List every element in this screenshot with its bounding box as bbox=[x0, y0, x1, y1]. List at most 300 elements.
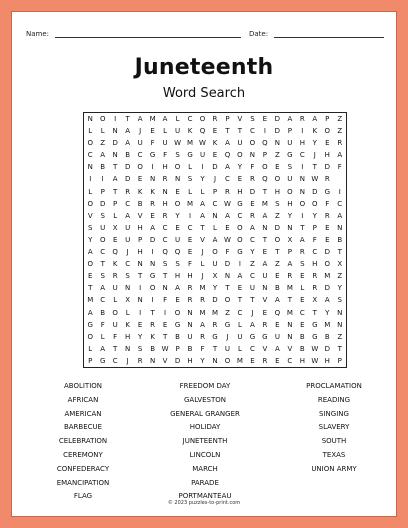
grid-letter: S bbox=[300, 260, 305, 269]
grid-letter: P bbox=[325, 115, 330, 123]
grid-letter: E bbox=[300, 320, 305, 329]
grid-letter: L bbox=[175, 115, 180, 123]
grid-letter: R bbox=[125, 187, 131, 196]
grid-letter: J bbox=[251, 308, 254, 317]
grid-letter: R bbox=[287, 272, 293, 281]
grid-letter: T bbox=[162, 272, 168, 281]
word-list-item: LINCOLN bbox=[189, 451, 221, 459]
grid-letter: C bbox=[87, 151, 93, 160]
grid-letter: B bbox=[175, 332, 180, 341]
grid-letter: E bbox=[250, 199, 255, 208]
grid-letter: H bbox=[312, 260, 318, 269]
grid-letter: R bbox=[299, 115, 305, 123]
grid-letter: U bbox=[274, 332, 280, 341]
grid-letter: I bbox=[338, 187, 341, 196]
grid-letter: O bbox=[87, 260, 93, 269]
grid-letter: U bbox=[237, 332, 243, 341]
grid-letter: A bbox=[125, 139, 131, 148]
grid-letter: Z bbox=[225, 308, 230, 317]
grid-letter: T bbox=[88, 284, 93, 293]
grid-letter: E bbox=[237, 175, 243, 184]
word-list-item: SOUTH bbox=[321, 437, 347, 446]
grid-letter: C bbox=[249, 272, 255, 281]
grid-letter: A bbox=[100, 151, 106, 160]
grid-letter: L bbox=[188, 187, 192, 196]
grid-letter: K bbox=[150, 332, 155, 341]
grid-letter: V bbox=[262, 296, 268, 305]
grid-letter: G bbox=[99, 356, 106, 365]
grid-letter: L bbox=[113, 211, 118, 220]
grid-letter: Y bbox=[212, 284, 218, 293]
grid-letter: K bbox=[212, 139, 218, 148]
grid-letter: Y bbox=[250, 248, 255, 257]
grid-letter: T bbox=[137, 272, 143, 281]
grid-letter: C bbox=[162, 223, 168, 232]
grid-letter: A bbox=[299, 235, 305, 244]
grid-letter: Z bbox=[100, 139, 106, 148]
grid-letter: T bbox=[113, 344, 118, 353]
grid-letter: O bbox=[324, 260, 331, 269]
grid-letter: C bbox=[125, 199, 131, 208]
grid-letter: D bbox=[324, 344, 330, 353]
grid-letter: B bbox=[137, 199, 143, 208]
grid-letter: D bbox=[124, 163, 131, 172]
grid-letter: Y bbox=[200, 175, 205, 184]
grid-letter: G bbox=[212, 332, 218, 341]
grid-letter: S bbox=[187, 175, 193, 184]
grid-letter: D bbox=[324, 163, 330, 172]
grid-letter: R bbox=[324, 211, 330, 220]
grid-letter: V bbox=[237, 115, 243, 123]
grid-letter: M bbox=[324, 320, 331, 329]
grid-letter: F bbox=[200, 344, 205, 353]
grid-letter: T bbox=[100, 260, 105, 269]
grid-letter: T bbox=[262, 235, 268, 244]
grid-letter: G bbox=[149, 151, 156, 160]
grid-letter: R bbox=[187, 296, 193, 305]
grid-letter: Z bbox=[337, 115, 343, 123]
grid-letter: I bbox=[139, 308, 142, 317]
grid-letter: C bbox=[187, 115, 193, 123]
grid-letter: Q bbox=[199, 127, 206, 136]
grid-letter: Z bbox=[274, 211, 280, 220]
grid-letter: D bbox=[324, 248, 330, 257]
grid-letter: E bbox=[137, 320, 143, 329]
grid-letter: A bbox=[324, 296, 330, 305]
grid-letter: D bbox=[174, 356, 181, 365]
grid-letter: P bbox=[287, 248, 292, 257]
grid-letter: E bbox=[250, 356, 255, 365]
grid-letter: O bbox=[174, 199, 181, 208]
grid-letter: R bbox=[312, 284, 318, 293]
grid-letter: O bbox=[237, 223, 243, 232]
grid-letter: I bbox=[164, 308, 167, 317]
grid-letter: U bbox=[287, 139, 293, 148]
grid-letter: Y bbox=[337, 284, 342, 293]
date-label: Date: bbox=[249, 30, 269, 38]
grid-letter: E bbox=[175, 223, 180, 232]
grid-letter: G bbox=[87, 320, 93, 329]
grid-letter: C bbox=[137, 151, 143, 160]
grid-letter: N bbox=[249, 151, 256, 160]
grid-letter: G bbox=[312, 332, 318, 341]
grid-letter: C bbox=[212, 199, 218, 208]
grid-letter: T bbox=[237, 127, 243, 136]
grid-letter: N bbox=[112, 127, 118, 136]
grid-letter: H bbox=[187, 356, 193, 365]
word-list-item: JUNETEENTH bbox=[182, 437, 228, 446]
grid-letter: A bbox=[200, 199, 205, 208]
grid-letter: Z bbox=[274, 260, 280, 269]
grid-letter: M bbox=[199, 284, 206, 293]
grid-letter: Y bbox=[325, 308, 330, 317]
grid-letter: R bbox=[262, 320, 268, 329]
grid-letter: R bbox=[299, 248, 305, 257]
grid-letter: A bbox=[100, 284, 106, 293]
grid-letter: T bbox=[275, 248, 280, 257]
grid-letter: U bbox=[187, 332, 193, 341]
grid-letter: O bbox=[324, 127, 331, 136]
grid-letter: C bbox=[100, 248, 106, 257]
grid-letter: J bbox=[226, 332, 229, 341]
grid-letter: R bbox=[312, 272, 318, 281]
grid-letter: S bbox=[337, 296, 342, 305]
grid-letter: A bbox=[125, 127, 131, 136]
grid-letter: Y bbox=[237, 163, 243, 172]
grid-letter: N bbox=[299, 175, 305, 184]
grid-letter: T bbox=[200, 223, 205, 232]
grid-letter: I bbox=[301, 127, 304, 136]
grid-letter: O bbox=[262, 163, 268, 172]
name-line bbox=[26, 30, 241, 38]
grid-letter: G bbox=[187, 151, 193, 160]
grid-letter: E bbox=[225, 223, 230, 232]
grid-letter: M bbox=[286, 284, 293, 293]
grid-letter: C bbox=[187, 223, 193, 232]
grid-letter: Y bbox=[200, 356, 205, 365]
grid-letter: A bbox=[225, 163, 230, 172]
word-list-item: CELEBRATION bbox=[58, 437, 108, 446]
grid-letter: A bbox=[262, 211, 268, 220]
word-list-item: CONFEDERACY bbox=[56, 464, 110, 473]
grid-letter: T bbox=[125, 115, 130, 123]
grid-letter: B bbox=[299, 344, 305, 353]
word-list-item: PORTMANTEAU bbox=[178, 492, 232, 501]
grid-letter: D bbox=[274, 223, 281, 232]
word-list-item: MARCH bbox=[192, 464, 218, 473]
grid-letter: Y bbox=[137, 332, 143, 341]
grid-letter: P bbox=[337, 356, 342, 365]
grid-letter: E bbox=[237, 284, 243, 293]
grid-letter: N bbox=[299, 187, 305, 196]
grid-letter: O bbox=[299, 199, 306, 208]
grid-letter: P bbox=[88, 356, 93, 365]
grid-letter: W bbox=[224, 199, 231, 208]
grid-letter: C bbox=[249, 127, 255, 136]
grid-letter: A bbox=[100, 344, 106, 353]
grid-letter: N bbox=[287, 320, 293, 329]
grid-letter: X bbox=[212, 272, 218, 281]
grid-letter: I bbox=[151, 296, 154, 305]
grid-letter: S bbox=[88, 223, 93, 232]
grid-letter: E bbox=[150, 211, 155, 220]
word-list-item: PROCLAMATION bbox=[306, 382, 362, 390]
grid-letter: H bbox=[299, 139, 305, 148]
grid-letter: C bbox=[237, 211, 243, 220]
grid-letter: F bbox=[150, 139, 155, 148]
grid-letter: U bbox=[112, 320, 118, 329]
word-list-item: FREEDOM DAY bbox=[179, 382, 231, 390]
grid-letter: P bbox=[262, 151, 267, 160]
grid-letter: H bbox=[137, 223, 143, 232]
grid-letter: E bbox=[275, 163, 280, 172]
grid-letter: A bbox=[87, 308, 93, 317]
grid-letter: A bbox=[112, 175, 118, 184]
grid-letter: G bbox=[324, 187, 330, 196]
grid-letter: U bbox=[249, 284, 255, 293]
grid-letter: C bbox=[337, 199, 343, 208]
grid-letter: R bbox=[262, 356, 268, 365]
grid-letter: A bbox=[175, 284, 180, 293]
grid-letter: D bbox=[249, 187, 256, 196]
grid-letter: U bbox=[162, 139, 168, 148]
word-list-item: UNION ARMY bbox=[311, 464, 357, 473]
word-list-item: AFRICAN bbox=[67, 395, 99, 404]
grid-letter: H bbox=[187, 272, 193, 281]
grid-letter: X bbox=[112, 223, 118, 232]
grid-letter: A bbox=[200, 320, 205, 329]
grid-letter: V bbox=[137, 211, 143, 220]
grid-letter bbox=[334, 173, 346, 185]
grid-letter: N bbox=[224, 272, 231, 281]
grid-letter: E bbox=[175, 187, 180, 196]
grid-letter: E bbox=[275, 272, 280, 281]
grid-letter: S bbox=[137, 344, 143, 353]
grid-letter: M bbox=[324, 272, 331, 281]
grid-letter: L bbox=[113, 296, 118, 305]
grid-letter: W bbox=[311, 356, 319, 365]
grid-letter: H bbox=[287, 199, 293, 208]
grid-letter: R bbox=[112, 272, 118, 281]
grid-letter: S bbox=[175, 260, 180, 269]
grid-letter: L bbox=[237, 344, 242, 353]
grid-letter: A bbox=[212, 235, 218, 244]
word-list-item: EMANCIPATION bbox=[56, 478, 110, 487]
grid-letter: K bbox=[312, 127, 318, 136]
grid-letter: E bbox=[300, 296, 305, 305]
grid-letter: N bbox=[187, 308, 193, 317]
grid-letter: J bbox=[201, 272, 204, 281]
grid-letter: N bbox=[137, 296, 143, 305]
grid-letter: I bbox=[114, 115, 117, 123]
grid-letter: O bbox=[212, 248, 218, 257]
grid-letter: R bbox=[162, 175, 168, 184]
grid-letter: F bbox=[312, 235, 317, 244]
grid-letter: E bbox=[175, 296, 180, 305]
grid-letter: R bbox=[337, 139, 343, 148]
grid-letter: B bbox=[324, 332, 330, 341]
grid-letter: D bbox=[274, 115, 281, 123]
grid-letter: C bbox=[249, 344, 255, 353]
grid-letter: N bbox=[87, 115, 93, 123]
grid-letter: T bbox=[212, 344, 218, 353]
grid-letter: F bbox=[250, 163, 255, 172]
grid-letter: A bbox=[337, 151, 343, 160]
grid-letter: A bbox=[137, 115, 143, 123]
grid-letter: R bbox=[225, 187, 230, 196]
grid-letter: V bbox=[287, 344, 293, 353]
grid-letter: U bbox=[224, 344, 231, 353]
grid-letter: E bbox=[137, 175, 143, 184]
grid-letter: U bbox=[212, 260, 218, 269]
grid-letter: N bbox=[262, 284, 268, 293]
grid-letter: G bbox=[262, 332, 268, 341]
grid-letter: L bbox=[125, 308, 130, 317]
grid-letter: I bbox=[201, 163, 204, 172]
grid-letter: N bbox=[125, 344, 131, 353]
grid-letter: D bbox=[324, 284, 330, 293]
grid-letter: B bbox=[187, 344, 193, 353]
grid-letter: B bbox=[299, 332, 305, 341]
grid-letter: J bbox=[313, 151, 316, 160]
grid-letter: U bbox=[112, 284, 118, 293]
grid-letter: O bbox=[99, 235, 106, 244]
grid-letter: C bbox=[312, 248, 318, 257]
grid-letter: I bbox=[139, 284, 142, 293]
grid-letter: U bbox=[125, 223, 131, 232]
grid-letter: Q bbox=[262, 139, 268, 148]
grid-letter: K bbox=[187, 127, 193, 136]
grid-letter: T bbox=[150, 308, 155, 317]
grid-letter: W bbox=[311, 344, 319, 353]
word-list-item: AMERICAN bbox=[64, 409, 102, 418]
grid-letter: D bbox=[274, 127, 281, 136]
grid-letter: I bbox=[151, 163, 154, 172]
grid-letter: T bbox=[312, 163, 317, 172]
grid-letter: W bbox=[161, 344, 169, 353]
grid-letter: N bbox=[149, 175, 156, 184]
grid-letter: M bbox=[149, 115, 156, 123]
grid-letter: E bbox=[212, 127, 218, 136]
grid-letter: E bbox=[262, 308, 268, 317]
grid-letter: N bbox=[174, 175, 181, 184]
grid-letter: A bbox=[287, 115, 293, 123]
grid-letter: N bbox=[337, 320, 343, 329]
grid-letter: X bbox=[337, 260, 343, 269]
grid-letter: F bbox=[113, 332, 118, 341]
grid-letter: N bbox=[212, 356, 218, 365]
grid-letter: O bbox=[249, 139, 256, 148]
grid-letter: O bbox=[112, 308, 118, 317]
grid-letter: R bbox=[150, 320, 156, 329]
grid-letter: B bbox=[274, 284, 280, 293]
grid-letter: W bbox=[199, 139, 206, 148]
grid-letter: L bbox=[200, 260, 205, 269]
grid-letter: I bbox=[101, 175, 104, 184]
grid-letter: F bbox=[225, 248, 230, 257]
grid-letter: U bbox=[199, 151, 206, 160]
grid-letter: U bbox=[125, 235, 131, 244]
grid-letter: D bbox=[100, 199, 106, 208]
grid-letter: R bbox=[200, 296, 205, 305]
grid-letter: U bbox=[287, 175, 293, 184]
word-list-item: CEREMONY bbox=[63, 451, 103, 459]
grid-letter: Z bbox=[337, 127, 343, 136]
grid-letter: D bbox=[312, 187, 318, 196]
grid-letter: G bbox=[174, 320, 181, 329]
grid-letter: A bbox=[274, 344, 280, 353]
grid-letter: A bbox=[262, 260, 268, 269]
grid-letter: P bbox=[287, 127, 292, 136]
grid-letter: U bbox=[175, 127, 181, 136]
grid-letter: T bbox=[250, 296, 255, 305]
grid-letter: U bbox=[175, 235, 181, 244]
grid-letter: W bbox=[174, 139, 182, 148]
grid-letter: J bbox=[126, 356, 129, 365]
grid-letter: M bbox=[286, 308, 293, 317]
grid-letter: Q bbox=[224, 151, 231, 160]
grid-letter: T bbox=[287, 296, 292, 305]
grid-letter: N bbox=[87, 163, 93, 172]
grid-letter: F bbox=[337, 163, 342, 172]
word-list-item: PARADE bbox=[191, 478, 219, 487]
grid-letter: X bbox=[125, 296, 131, 305]
grid-letter: H bbox=[137, 248, 143, 257]
grid-letter: O bbox=[174, 163, 181, 172]
grid-letter: G bbox=[312, 320, 318, 329]
grid-letter: O bbox=[99, 115, 106, 123]
grid-letter: J bbox=[201, 248, 204, 257]
grid-letter: N bbox=[337, 308, 343, 317]
page-subtitle: Word Search bbox=[162, 86, 246, 101]
word-list-item: SLAVERY bbox=[318, 423, 350, 432]
grid-letter: Y bbox=[312, 139, 317, 148]
grid-letter: K bbox=[137, 187, 143, 196]
grid-letter: F bbox=[163, 296, 168, 305]
grid-letter: S bbox=[162, 260, 168, 269]
grid-letter: O bbox=[237, 235, 243, 244]
grid-letter: A bbox=[150, 223, 155, 232]
grid-letter: O bbox=[87, 332, 93, 341]
grid-letter: X bbox=[287, 235, 293, 244]
grid-letter: H bbox=[274, 187, 280, 196]
word-list-item: FLAG bbox=[73, 492, 93, 501]
grid-letter: K bbox=[150, 187, 155, 196]
grid-letter: C bbox=[299, 308, 305, 317]
grid-letter: L bbox=[200, 187, 205, 196]
grid-letter: N bbox=[337, 223, 343, 232]
grid-letter: F bbox=[188, 260, 193, 269]
grid-letter: S bbox=[100, 211, 105, 220]
grid-letter: S bbox=[287, 163, 293, 172]
grid-letter: R bbox=[212, 320, 218, 329]
grid-letter: Y bbox=[88, 235, 93, 244]
grid-letter: U bbox=[262, 272, 268, 281]
grid-letter: P bbox=[100, 187, 105, 196]
grid-letter: C bbox=[225, 175, 230, 184]
grid-letter: O bbox=[312, 199, 318, 208]
grid-letter: A bbox=[237, 272, 243, 281]
grid-letter: D bbox=[149, 235, 156, 244]
grid-letter: M bbox=[211, 308, 218, 317]
grid-letter: O bbox=[224, 356, 231, 365]
grid-letter: E bbox=[275, 356, 280, 365]
grid-letter: M bbox=[187, 199, 194, 208]
grid-letter: A bbox=[87, 248, 93, 257]
grid-letter: E bbox=[150, 127, 155, 136]
grid-letter: M bbox=[199, 308, 206, 317]
grid-letter: A bbox=[162, 115, 168, 123]
